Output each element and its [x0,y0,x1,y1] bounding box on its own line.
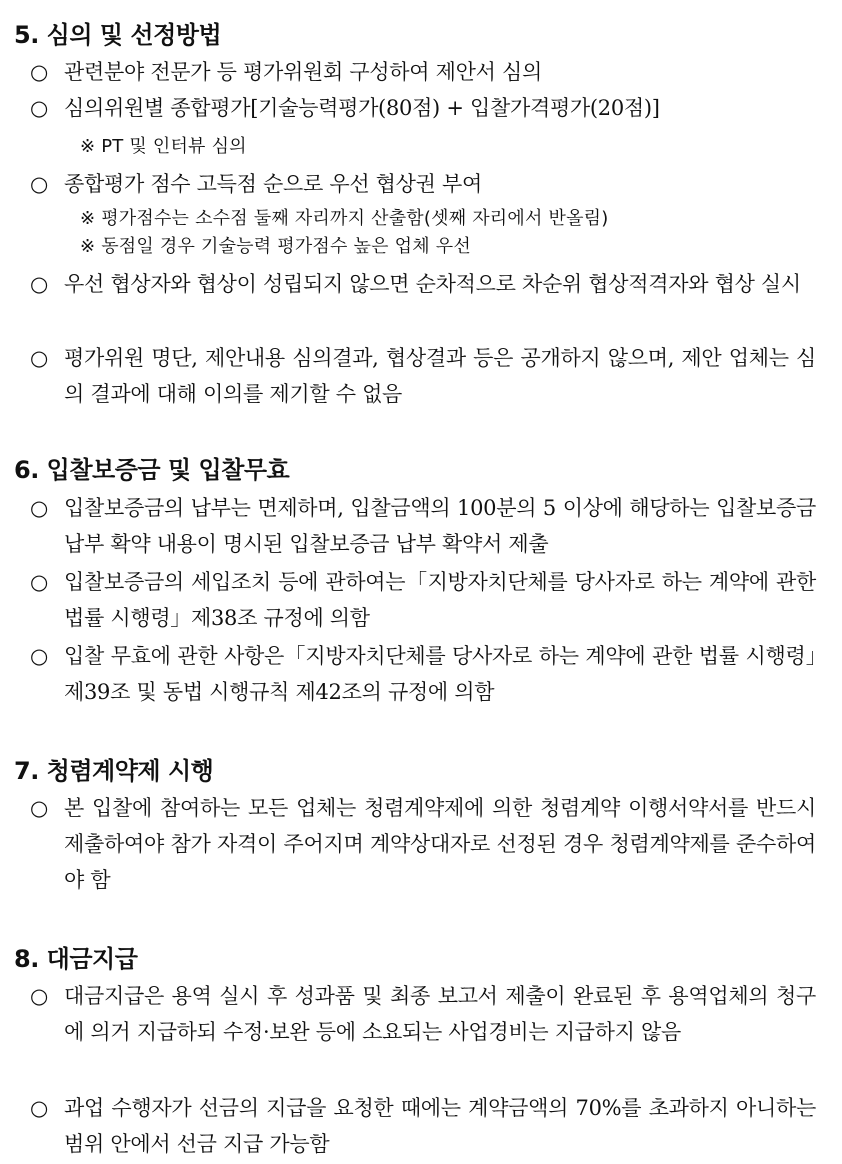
circle-bullet-icon: ○ [30,570,49,594]
item-text: 입찰 무효에 관한 사항은「지방자치단체를 당사자로 하는 계약에 관한 법률 시행령」제39조 및 동법 시행규칙 제42조의 규정에 의함 [64,644,816,704]
section-8-heading: 8. 대금지급 [14,945,138,973]
section-6-item-3 [30,638,816,710]
item-text: 평가위원 명단, 제안내용 심의결과, 협상결과 등은 공개하지 않으며, 제안 업체는 심의 결과에 대해 이의를 제기할 수 없음 [64,346,816,406]
item-text: 심의위원별 종합평가[기술능력평가(80점) + 입찰가격평가(20점)] [64,96,660,120]
section-5-item-1 [30,54,816,90]
section-6-item-2 [30,564,816,636]
circle-bullet-icon: ○ [30,272,49,296]
item-text: 과업 수행자가 선금의 지급을 요청한 때에는 계약금액의 70%를 초과하지 아니하는 범위 안에서 선금 지급 가능함 [64,1096,816,1156]
section-5-item-4 [30,266,816,302]
circle-bullet-icon: ○ [30,496,49,520]
circle-bullet-icon: ○ [30,796,49,820]
section-5-note-pt: ※ PT 및 인터뷰 심의 [80,136,247,157]
section-8-item-2 [30,1090,816,1162]
section-5-item-5 [30,340,816,412]
item-text: 입찰보증금의 납부는 면제하며, 입찰금액의 100분의 5 이상에 해당하는 입찰보증금 납부 확약 내용이 명시된 입찰보증금 납부 확약서 제출 [64,496,816,556]
item-text: 종합평가 점수 고득점 순으로 우선 협상권 부여 [64,172,482,196]
section-7-heading: 7. 청렴계약제 시행 [14,757,214,785]
circle-bullet-icon: ○ [30,984,49,1008]
circle-bullet-icon: ○ [30,346,49,370]
section-5-item-3 [30,166,816,202]
section-5-note-tie: ※ 동점일 경우 기술능력 평가점수 높은 업체 우선 [80,236,471,257]
circle-bullet-icon: ○ [30,60,49,84]
item-text: 입찰보증금의 세입조치 등에 관하여는「지방자치단체를 당사자로 하는 계약에 관한 법률 시행령」제38조 규정에 의함 [64,570,816,630]
section-8-item-1 [30,978,816,1050]
section-5-note-rounding: ※ 평가점수는 소수점 둘째 자리까지 산출함(셋째 자리에서 반올림) [80,208,609,229]
section-5-heading: 5. 심의 및 선정방법 [14,21,222,49]
circle-bullet-icon: ○ [30,96,49,120]
section-7-item-1 [30,790,816,898]
item-text: 대금지급은 용역 실시 후 성과품 및 최종 보고서 제출이 완료된 후 용역업체의 청구에 의거 지급하되 수정·보완 등에 소요되는 사업경비는 지급하지 않음 [64,984,816,1044]
section-6-item-1 [30,490,816,562]
item-text: 우선 협상자와 협상이 성립되지 않으면 순차적으로 차순위 협상적격자와 협상 실시 [64,272,801,296]
item-text: 관련분야 전문가 등 평가위원회 구성하여 제안서 심의 [64,60,542,84]
circle-bullet-icon: ○ [30,644,49,668]
circle-bullet-icon: ○ [30,1096,49,1120]
item-text: 본 입찰에 참여하는 모든 업체는 청렴계약제에 의한 청렴계약 이행서약서를 반드시 제출하여야 참가 자격이 주어지며 계약상대자로 선정된 경우 청렴계약제를 준수하여야 함 [64,796,816,892]
circle-bullet-icon: ○ [30,172,49,196]
section-6-heading: 6. 입찰보증금 및 입찰무효 [14,456,290,484]
section-5-item-2 [30,90,816,126]
